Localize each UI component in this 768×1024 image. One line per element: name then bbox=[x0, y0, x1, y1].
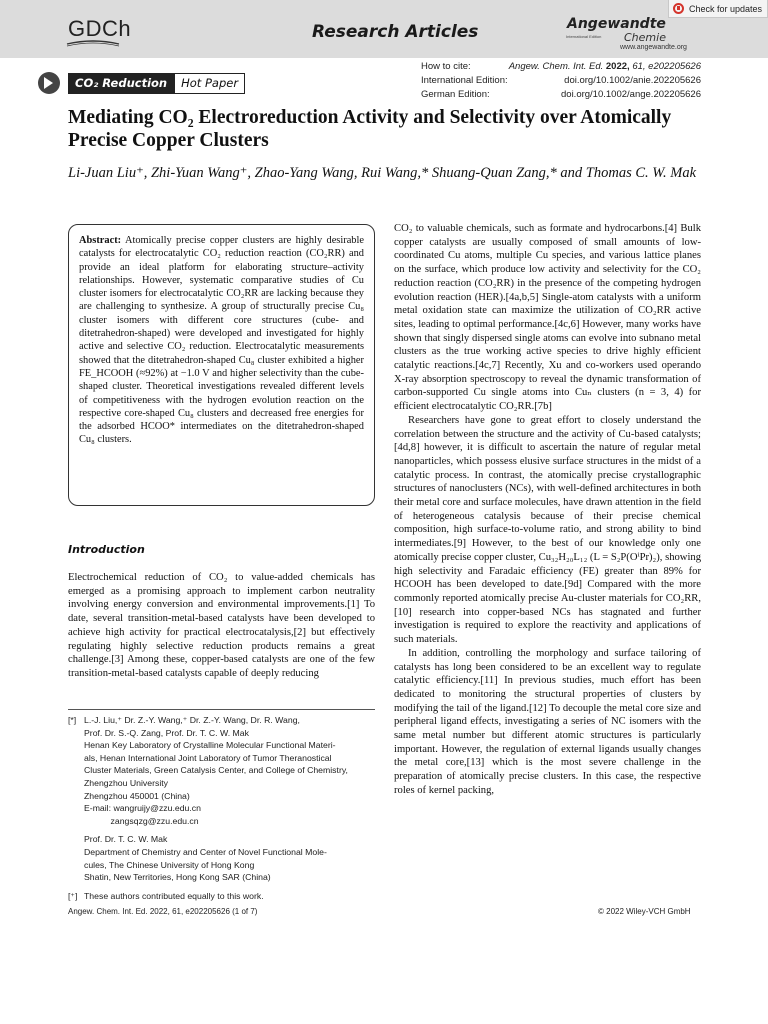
affiliation-line: Department of Chemistry and Center of Novel Functional Mole- bbox=[84, 846, 327, 857]
affiliations-block bbox=[68, 714, 378, 902]
author-list: Li-Juan Liu⁺, Zhi-Yuan Wang⁺, Zhao-Yang Wang, Rui Wang,* Shuang-Quan Zang,* and Thomas C. W. Mak bbox=[68, 165, 697, 181]
affiliation-mark: [⁺] bbox=[68, 890, 78, 901]
intro-paragraph-2: CO₂ to valuable chemicals, such as formate and hydrocarbons.[4] Bulk copper catalysts are usually composed of small amounts of low-coordinated Cu atoms, multiple Cu species, and various lattice planes on the surface, which produce low activity and selectivity for the CO₂ reduction reaction (CO₂RR) in the presence of the competing hydrogen evolution reaction (HER).[4a,b,5] Single-atom catalysts with a uniform metal oxidation state can maximize the utilization of CO₂RR active sites, leading to optimal performance.[4c,6] However, many works have shown that singly dispersed single atoms can evolve into subnano metal clusters as the true working active species to drive highly efficient catalytic reactions.[4c,7] Recently, Xu and co-workers used operando X-ray absorption spectroscopy to reveal the dynamic transformation of carbon-supported Cu single atoms into Cuₙ clusters (n = 3, 4) for efficient electrocatalytic CO₂RR.[7b] bbox=[394, 223, 701, 413]
footer-copyright: © 2022 Wiley-VCH GmbH bbox=[598, 907, 691, 916]
how-to-cite-reference: Angew. Chem. Int. Ed. 2022, 61, e202205626 bbox=[508, 61, 701, 72]
equal-contribution-text: These authors contributed equally to this work. bbox=[84, 890, 264, 901]
citation-block bbox=[421, 60, 701, 102]
check-for-updates-button[interactable] bbox=[668, 0, 768, 18]
angewandte-logo: Angewandte bbox=[567, 16, 666, 32]
german-edition-label: German Edition: bbox=[421, 89, 490, 100]
intro-paragraph-1: Electrochemical reduction of CO₂ to value-added chemicals has emerged as a promising approach to implement carbon neutrality involving energy conversion and environmental improvements.[1] To date, several transition-metal-based catalysts have been developed to achieve high activity for practical electrocatalysis,[2] but effectively regulating highly selective reduction products remains a great challenge.[3] Among these, copper-based catalysts are one of the few transition-metal-based catalysts capable of deeply reducing bbox=[68, 572, 375, 679]
intl-edition-doi-link[interactable]: doi.org/10.1002/anie.202205626 bbox=[564, 75, 701, 86]
german-edition-row bbox=[421, 88, 701, 102]
affiliation-line: Cluster Materials, Green Catalysis Center, and College of Chemistry, bbox=[84, 765, 348, 776]
affiliation-line: als, Henan International Joint Laboratory of Tumor Theranostical bbox=[84, 752, 332, 763]
affiliation-line: Shatin, New Territories, Hong Kong SAR (China) bbox=[84, 872, 271, 883]
german-edition-doi-link[interactable]: doi.org/10.1002/ange.202205626 bbox=[561, 89, 701, 100]
hot-paper-badge: Hot Paper bbox=[174, 73, 245, 94]
affiliation-line: L.-J. Liu,⁺ Dr. Z.-Y. Wang,⁺ Dr. Z.-Y. Wang, Dr. R. Wang, bbox=[84, 715, 300, 725]
intl-edition-label: International Edition: bbox=[421, 75, 508, 86]
section-title: Research Articles bbox=[312, 22, 479, 42]
journal-header-bar bbox=[0, 0, 768, 58]
angewandte-chemie-logo: Chemie bbox=[624, 31, 666, 44]
check-updates-label: Check for updates bbox=[689, 3, 763, 14]
left-column-body bbox=[68, 571, 375, 681]
play-bullet-icon bbox=[38, 72, 60, 94]
abstract-box bbox=[68, 224, 375, 506]
intro-paragraph-3: Researchers have gone to great effort to closely understand the correlation between the structure and the activity of Cu-based catalysts;[4d,8] however, it is difficult to ascertain the nature of regular metal nanoparticles, which possess elusive surface structures in the midst of a catalytic process. In contrast, the atomically precise crystallographic structures of nanoclusters (NCs), with well-defined architectures in both their metal core and surface molecules, have drawn attention in the field of heterogeneous catalysis because of their precise chemical composition, high surface-to-volume ratio, and strong ability to bind intermediates.[9] However, to the best of our knowledge only one atomically precise copper cluster, Cu₃₂H₂₀L₁₂ (L = S₂P(OⁱPr)₂), showing high selectivity and Faradaic efficiency (FE) greater than 89% for HCOOH has been developed to date.[9d] Compared with the more commonly reported atomically precise Au-cluster materials for CO₂RR,[10] research into copper-based NCs has stagnated and further investigation is required to explore the reactivity and applications of such materials. bbox=[394, 414, 701, 646]
gdch-swoosh-icon bbox=[66, 40, 120, 48]
affiliation-line: Prof. Dr. T. C. W. Mak bbox=[84, 834, 168, 845]
introduction-heading: Introduction bbox=[68, 543, 145, 556]
affiliation-line: cules, The Chinese University of Hong Kong bbox=[84, 859, 255, 870]
affiliation-line: Zhengzhou 450001 (China) bbox=[84, 790, 190, 801]
intro-paragraph-4: In addition, controlling the morphology and surface tailoring of catalysts has long been considered to be an excellent way to regulate catalytic efficiency.[11] In previous studies, much effort has been dedicated to monitoring the structural properties of clusters by modifying the tail of the ligand.[12] To decouple the metal core size and peripheral ligand effects, investigating a series of NC isomers with the same metal number but different atomic structures is particularly important. However, the regulation of external ligands usually changes the metal core,[13] which is the most severe challenge in the preparation of atomically precise clusters. In this case, the respective roles of kernel packing, bbox=[394, 647, 701, 796]
angewandte-logo-subtitle: International Edition bbox=[566, 34, 602, 39]
paper-title: Mediating CO₂ Electroreduction Activity and Selectivity over Atomically Precise Copper Clusters bbox=[68, 107, 672, 151]
how-to-cite-label: How to cite: bbox=[421, 61, 471, 72]
affiliation-line: Zhengzhou University bbox=[84, 777, 169, 788]
abstract-text: Atomically precise copper clusters are highly desirable catalysts for electrocatalytic CO₂ reduction reaction (CO₂RR) and provide an ideal platform for elaborating structure–activity relationships. However, systematic comparative studies of Cu cluster isomers for electrocatalytic CO₂RR are lacking because they are challenging to synthesize. A group of structurally precise Cu₈ cluster isomers with different core structures (cube- and ditetrahedron-shaped) were developed and investigated for highly active and selective CO₂ reduction. Electrocatalytic measurements showed that the ditetrahedron-shaped Cu₈ cluster exhibited a higher FE_HCOOH (≈92%) at −1.0 V and higher selectivity than the cube-shaped cluster. Theoretical investigations revealed different levels of competitiveness with the hydrogen evolution reaction on the respective core-shaped Cu₈ clusters and decreased free energies for the adsorbed HCOO* intermediates on the ditetrahedron-shaped Cu₈ clusters. bbox=[79, 235, 364, 446]
journal-url[interactable]: www.angewandte.org bbox=[620, 44, 687, 51]
affiliation-line: Prof. Dr. S.-Q. Zang, Prof. Dr. T. C. W. Mak bbox=[84, 727, 249, 738]
abstract-label: Abstract: bbox=[79, 235, 122, 246]
article-tags bbox=[38, 72, 245, 94]
email-link[interactable]: E-mail: wangruijy@zzu.edu.cn bbox=[84, 803, 201, 814]
affiliation-line: Henan Key Laboratory of Crystalline Molecular Functional Materi- bbox=[84, 740, 336, 751]
right-column-body bbox=[394, 222, 701, 798]
international-edition-row bbox=[421, 74, 701, 88]
how-to-cite-row bbox=[421, 60, 701, 74]
footer-citation: Angew. Chem. Int. Ed. 2022, 61, e202205626 (1 of 7) bbox=[68, 907, 258, 916]
email-link[interactable]: zangsqzg@zzu.edu.cn bbox=[84, 815, 199, 826]
affiliation-entry bbox=[68, 714, 378, 884]
equal-contribution-note bbox=[68, 890, 378, 903]
affiliation-divider bbox=[68, 709, 375, 710]
topic-tag: CO₂ Reduction bbox=[68, 73, 174, 94]
gdch-logo: GDCh bbox=[68, 16, 132, 41]
check-updates-icon bbox=[673, 3, 684, 14]
affiliation-mark: [*] bbox=[68, 715, 77, 725]
affiliation-text bbox=[84, 714, 348, 884]
